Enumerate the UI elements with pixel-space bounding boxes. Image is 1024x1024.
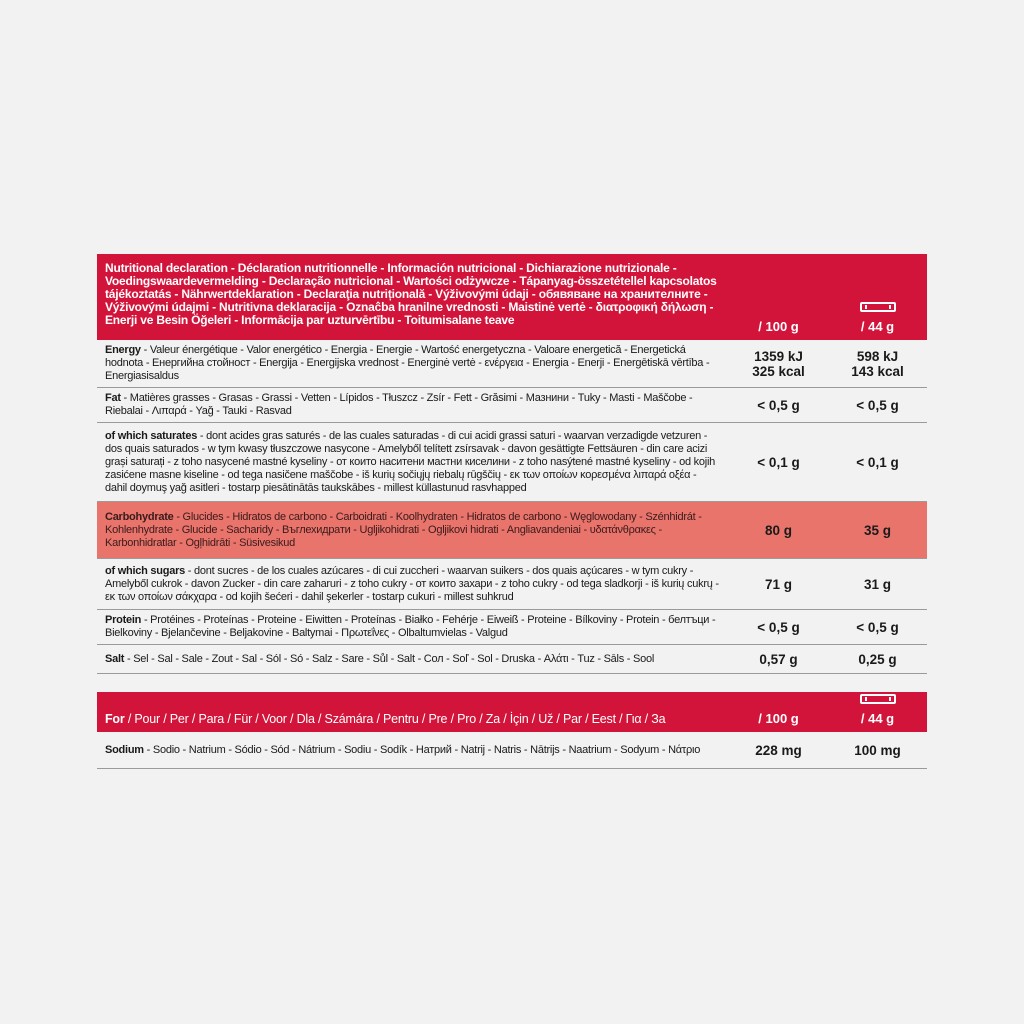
nutrient-row (97, 732, 927, 769)
nutrient-name: of which saturates (105, 429, 198, 442)
value-per-100g: < 0,1 g (757, 454, 800, 470)
value-per-portion: 0,25 g (858, 651, 897, 667)
nutrient-name: Sodium (105, 743, 144, 756)
energy-bar-icon (860, 694, 896, 704)
value-per-portion: 35 g (863, 522, 891, 538)
nutrient-translations: - Sel - Sal - Sale - Zout - Sal - Sól - Só - Salz - Sare - Sůl - Salt - Сол - Soľ - Sol - Druska - Αλάτι - Tuz - Sāls - Sool (124, 652, 655, 665)
header-title: Nutritional declaration - Déclaration nutritionnelle - Información nutricional - Dichiarazione nutrizionale - Voedingswaardevermelding - Declaração nutricional - Wartości odżywcze - Tápanyag-összetétellel kapcsolatos tájékoztatás - Nährwertdeklaration - Declaraţia nutrițională - Výživovými údaji - обявяване на хранителните - Výživovými údajmi - Nutritivna deklaracija - Oznaĉba hranilne vrednosti - Maistinė vertė - διατροφική δήλωση - Enerji ve Besin Öğeleri - Informācija par uzturvērtību - Toitumisalane teave (105, 261, 717, 327)
header-col-per-100g: / 100 g (758, 319, 799, 334)
nutrition-table (97, 254, 927, 674)
nutrient-translations: - Valeur énergétique - Valor energético - Energia - Energie - Wartość energetyczna - Valoare energetică - Energetická hodnota - Енергийна стойност - Energija - Energijska vrednost - Energinė vertė - ενέργεια - Energia - Enerji - Energētiskā vērtība - Energiasisaldus (105, 344, 710, 382)
sodium-table-header (97, 692, 927, 732)
nutrient-row (97, 502, 927, 559)
nutrient-description (97, 561, 729, 608)
nutrient-description (97, 740, 729, 761)
value-per-100g: 228 mg (755, 742, 802, 758)
nutrient-name: Protein (105, 614, 142, 626)
value-per-portion: 598 kJ 143 kcal (851, 348, 904, 379)
sodium-table (97, 692, 927, 769)
nutrient-row (97, 388, 927, 423)
nutrient-description (97, 340, 729, 387)
value-per-portion: < 0,5 g (856, 397, 899, 413)
value-per-100g: < 0,5 g (757, 397, 800, 413)
nutrition-table-header (97, 254, 927, 340)
header-col-per-portion: / 44 g (828, 692, 927, 732)
nutrient-description (97, 426, 729, 499)
value-per-portion: 100 mg (854, 742, 901, 758)
nutrient-name: Carbohydrate (105, 510, 174, 523)
energy-bar-icon (860, 302, 896, 312)
nutrient-description (97, 388, 729, 422)
nutrient-name: Energy (105, 344, 141, 356)
nutrient-translations: - Protéines - Proteínas - Proteine - Eiwitten - Proteínas - Białko - Fehérje - Eiweiß - Proteine - Bílkoviny - Protein - белтъци - Bielkoviny - Bjelančevine - Beljakovine - Baltymai - Πρωτεΐνες - Olbaltumvielas - Valgud (105, 614, 716, 639)
nutrient-row (97, 645, 927, 674)
nutrient-translations: - Matières grasses - Grasas - Grassi - Vetten - Lípidos - Tłuszcz - Zsír - Fett - Grăsimi - Мазнини - Tuky - Masti - Maščobe - Riebalai - Λιπαρά - Yağ - Tauki - Rasvad (105, 392, 693, 417)
value-per-100g: < 0,5 g (757, 619, 800, 635)
nutrient-description (97, 507, 729, 554)
header-for: For / Pour / Per / Para / Für / Voor / Dla / Számára / Pentru / Pre / Pro / Za / İçin / Už / Par / Eest / Για / За (105, 712, 666, 726)
value-per-portion: < 0,1 g (856, 454, 899, 470)
header-col-per-portion: / 44 g (828, 254, 927, 340)
nutrient-row (97, 423, 927, 502)
nutrient-name: of which sugars (105, 564, 185, 577)
value-per-100g: 1359 kJ 325 kcal (752, 348, 805, 379)
value-per-100g: 80 g (764, 522, 792, 538)
header-col-per-100g: / 100 g (758, 711, 799, 726)
value-per-portion: 31 g (863, 576, 891, 592)
nutrient-row (97, 559, 927, 610)
nutrient-description (97, 649, 729, 670)
nutrient-description (97, 610, 729, 644)
nutrient-name: Salt (105, 652, 125, 665)
value-per-100g: 0,57 g (759, 651, 798, 667)
nutrient-row (97, 610, 927, 645)
nutrient-translations: - Sodio - Natrium - Sódio - Sód - Nátrium - Sodiu - Sodík - Натрий - Natrij - Natris - Nātrijs - Naatrium - Sodyum - Νάτριο (143, 743, 701, 756)
value-per-100g: 71 g (764, 576, 792, 592)
nutrient-translations: - Glucides - Hidratos de carbono - Carboidrati - Koolhydraten - Hidratos de carbono - Węglowodany - Szénhidrát - Kohlenhydrate - Glucide - Sacharidy - Въглехидрати - Ugljikohidrati - Ogljikovi hidrati - Angliavandeniai - υδατάνθρακες - Karbonhidratlar - Ogļhidrāti - Süsivesikud (105, 510, 702, 549)
nutrient-translations: - dont acides gras saturés - de las cuales saturadas - di cui acidi grassi saturi - waarvan verzadigde vetzuren - dos quais saturados - w tym kwasy tłuszczowe nasycone - Amelyből telített zsírsavak - davon gesättigte Fettsäuren - din care acizi grași saturați - z toho nasycené mastné kyseliny - от които наситени мастни киселини - z toho nasýtené mastné kyseliny - od kojih zasićene masne kiseline - od tega nasičene maščobe - iš kurių sočiųjų riebalų rūgščių - εκ των οποίων κορεσμένα λιπαρά οξέα - dahil doymuş yağ asitleri - tostarp piesātinātās taukskābes - millest küllastunud rasvhapped (105, 429, 716, 494)
nutrient-translations: - dont sucres - de los cuales azúcares - di cui zuccheri - waarvan suikers - dos quais açúcares - w tym cukry - Amelyből cukrok - davon Zucker - din care zaharuri - z toho cukry - от които захари - z toho cukry - od tega sladkorji - iš kurių cukrų - εκ των οποίων σάκχαρα - od kojih šećeri - dahil şekerler - tostarp cukuri - millest suhkrud (105, 564, 719, 603)
value-per-portion: < 0,5 g (856, 619, 899, 635)
nutrient-name: Fat (105, 392, 121, 404)
nutrient-row (97, 340, 927, 388)
